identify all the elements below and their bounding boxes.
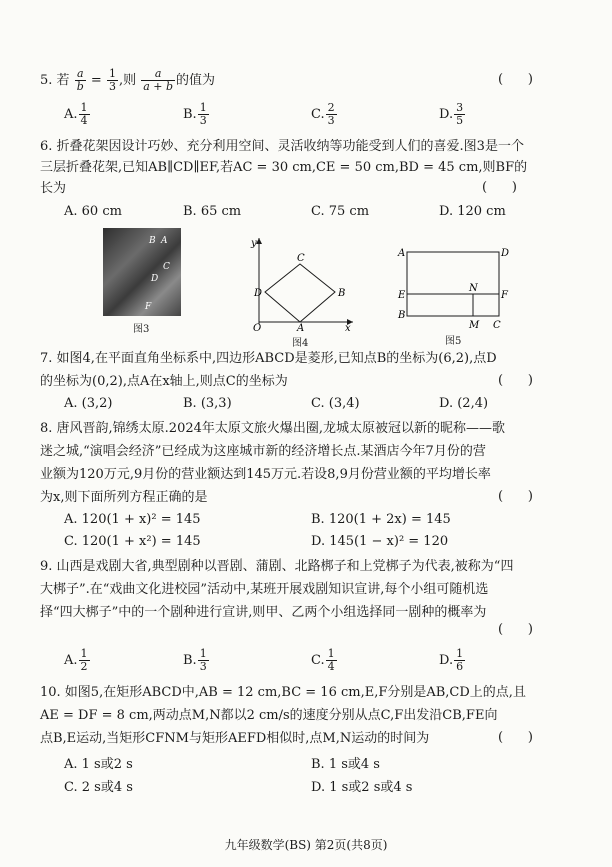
q8-answer-paren: ( ) bbox=[498, 489, 533, 504]
q5-option-a: A. $\frac{1}{4}$ bbox=[64, 101, 88, 127]
q9-answer-paren: ( ) bbox=[498, 622, 533, 637]
fig4-label-b: B bbox=[338, 288, 346, 299]
q5-fraction-target: $\frac{a}{a + b}$ bbox=[143, 67, 174, 93]
q7-line-1: 7. 如图4,在平面直角坐标系中,四边形ABCD是菱形,已知点B的坐标为(6,2),点D bbox=[40, 351, 497, 366]
q7-answer-paren: ( ) bbox=[498, 373, 533, 388]
q8-line-1: 8. 唐风晋韵,锦绣太原.2024年太原文旅火爆出圈,龙城太原被冠以新的昵称——歌 bbox=[40, 421, 506, 436]
q8-option-c: C. 120(1 + x²) = 145 bbox=[64, 534, 201, 549]
figure-4-diagram bbox=[245, 232, 355, 332]
fig3-label-a: A bbox=[161, 236, 168, 246]
q8-line-3: 业额为120万元,9月份的营业额达到145万元.若设8,9月份营业额的平均增长率 bbox=[40, 467, 491, 482]
figure-4-caption: 图4 bbox=[292, 338, 309, 349]
figure-3-caption: 图3 bbox=[133, 324, 150, 335]
fig5-label-f: F bbox=[501, 290, 508, 301]
q6-option-a: A. 60 cm bbox=[64, 204, 122, 219]
fig5-label-a: A bbox=[398, 248, 406, 259]
fig5-label-b: B bbox=[398, 310, 406, 321]
q9-line-2: 大梆子”.在“戏曲文化进校园”活动中,某班开展戏剧知识宣讲,每个小组可随机选 bbox=[40, 582, 489, 597]
q8-option-b: B. 120(1 + 2x) = 145 bbox=[311, 512, 451, 527]
fig5-label-m: M bbox=[469, 320, 480, 330]
q7-option-a: A. (3,2) bbox=[64, 396, 113, 411]
q7-line-2: 的坐标为(0,2),点A在x轴上,则点C的坐标为 bbox=[40, 374, 288, 389]
q10-line-3: 点B,E运动,当矩形CFNM与矩形AEFD相似时,点M,N运动的时间为 bbox=[40, 731, 430, 746]
q10-answer-paren: ( ) bbox=[498, 730, 533, 745]
fig3-label-f: F bbox=[145, 302, 152, 312]
q8-line-2: 迷之城,“演唱会经济”已经成为这座城市新的经济增长点.某酒店今年7月份的营 bbox=[40, 444, 486, 459]
q7-option-c: C. (3,4) bbox=[311, 396, 360, 411]
q5-fraction-a-over-b: $\frac{a}{b}$ bbox=[76, 67, 84, 93]
fig4-label-d: D bbox=[254, 288, 263, 299]
figure-3-photo bbox=[103, 228, 181, 316]
q6-line-3: 长为 bbox=[40, 181, 67, 196]
fig4-label-x: x bbox=[345, 323, 351, 332]
q9-option-a: A. $\frac{1}{2}$ bbox=[64, 647, 88, 673]
q7-option-b: B. (3,3) bbox=[183, 396, 232, 411]
q5-answer-paren: ( ) bbox=[498, 72, 533, 87]
q5-stem: 5. 若 $\frac{a}{b}$ = $\frac{1}{3}$ ,则 $\frac{a}{a + b}$ 的值为 bbox=[40, 67, 216, 93]
q9-line-1: 9. 山西是戏剧大省,典型剧种以晋剧、蒲剧、北路梆子和上党梆子为代表,被称为“四 bbox=[40, 559, 514, 574]
q5-option-c: C. $\frac{2}{3}$ bbox=[311, 101, 335, 127]
figure-5-caption: 图5 bbox=[445, 336, 462, 347]
fig4-label-o: O bbox=[253, 323, 262, 332]
q9-option-c: C. $\frac{1}{4}$ bbox=[311, 647, 335, 673]
q10-line-2: AE = DF = 8 cm,两动点M,N都以2 cm/s的速度分别从点C,F出发沿CB,FE向 bbox=[40, 708, 498, 723]
q10-line-1: 10. 如图5,在矩形ABCD中,AB = 12 cm,BC = 16 cm,E,F分别是AB,CD上的点,且 bbox=[40, 685, 526, 700]
fig5-label-c: C bbox=[493, 320, 501, 330]
fig3-label-c: C bbox=[163, 262, 170, 272]
q7-option-d: D. (2,4) bbox=[439, 396, 489, 411]
q9-option-d: D. $\frac{1}{6}$ bbox=[439, 647, 464, 673]
q10-option-d: D. 1 s或2 s或4 s bbox=[311, 780, 413, 795]
fig3-label-b: B bbox=[149, 236, 156, 246]
q5-text: 若 bbox=[56, 73, 70, 88]
q6-option-d: D. 120 cm bbox=[439, 204, 506, 219]
figure-5-diagram bbox=[395, 242, 510, 330]
q6-answer-paren: ( ) bbox=[482, 180, 517, 195]
q6-option-b: B. 65 cm bbox=[183, 204, 242, 219]
q5-option-d: D. $\frac{3}{5}$ bbox=[439, 101, 464, 127]
q10-option-c: C. 2 s或4 s bbox=[64, 780, 133, 795]
q10-option-a: A. 1 s或2 s bbox=[64, 757, 133, 772]
q9-option-b: B. $\frac{1}{3}$ bbox=[183, 647, 207, 673]
q10-option-b: B. 1 s或4 s bbox=[311, 757, 380, 772]
page-footer: 九年级数学(BS) 第2页(共8页) bbox=[224, 838, 388, 852]
q5-option-b: B. $\frac{1}{3}$ bbox=[183, 101, 207, 127]
fig5-label-e: E bbox=[398, 290, 406, 301]
q8-line-4: 为x,则下面所列方程正确的是 bbox=[40, 490, 208, 505]
fig4-label-a: A bbox=[297, 323, 305, 332]
fig3-label-d: D bbox=[151, 274, 159, 284]
q6-line-1: 6. 折叠花架因设计巧妙、充分利用空间、灵活收纳等功能受到人们的喜爱.图3是一个 bbox=[40, 139, 524, 154]
fig4-label-y: y bbox=[251, 238, 257, 249]
q6-line-2: 三层折叠花架,已知AB∥CD∥EF,若AC = 30 cm,CE = 50 cm,BD = 45 cm,则BF的 bbox=[40, 160, 528, 175]
q8-option-d: D. 145(1 − x)² = 120 bbox=[311, 534, 449, 549]
q9-line-3: 择“四大梆子”中的一个剧种进行宣讲,则甲、乙两个小组选择同一剧种的概率为 bbox=[40, 605, 487, 620]
q6-option-c: C. 75 cm bbox=[311, 204, 370, 219]
q8-option-a: A. 120(1 + x)² = 145 bbox=[64, 512, 201, 527]
q5-fraction-one-third: $\frac{1}{3}$ bbox=[108, 67, 116, 93]
fig5-label-d: D bbox=[501, 248, 510, 259]
fig4-label-c: C bbox=[297, 253, 305, 264]
fig5-label-n: N bbox=[469, 283, 478, 294]
q5-number: 5. bbox=[40, 73, 53, 88]
